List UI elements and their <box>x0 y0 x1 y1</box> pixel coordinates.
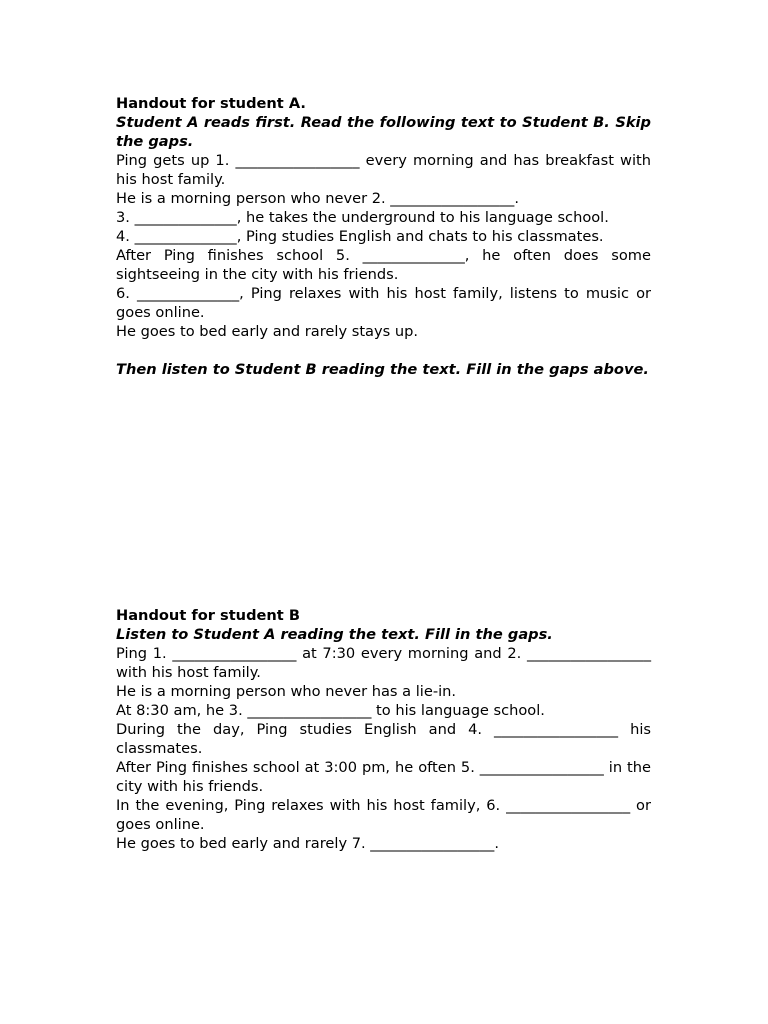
handout-a-instruction: Student A reads first. Read the following text to Student B. Skip the gaps. <box>116 114 651 150</box>
handout-a-paragraph-5: After Ping finishes school 5. ______________, he often does some sightseeing in the city with his friends. <box>116 247 651 283</box>
blank-line <box>116 341 651 360</box>
handout-b-paragraph-2: He is a morning person who never has a lie-in. <box>116 683 457 700</box>
handout-b-title: Handout for student B <box>116 607 300 624</box>
handout-a-paragraph-7: He goes to bed early and rarely stays up. <box>116 323 419 340</box>
handout-b-paragraph-4: During the day, Ping studies English and 4. _________________ his classmates. <box>116 721 651 757</box>
handout-b-paragraph-5: After Ping finishes school at 3:00 pm, he often 5. _________________ in the city with his friends. <box>116 759 651 795</box>
handout-a-closing-instruction: Then listen to Student B reading the text. Fill in the gaps above. <box>116 361 649 378</box>
handout-a-title: Handout for student A. <box>116 95 306 112</box>
handout-a-paragraph-1: Ping gets up 1. _________________ every morning and has breakfast with his host family. <box>116 152 651 188</box>
handout-a-paragraph-4: 4. ______________, Ping studies English and chats to his classmates. <box>116 228 604 245</box>
handout-b-paragraph-1: Ping 1. _________________ at 7:30 every morning and 2. _________________ with his host family. <box>116 645 651 681</box>
handout-student-a <box>116 94 651 379</box>
handout-b-instruction: Listen to Student A reading the text. Fill in the gaps. <box>116 626 553 643</box>
handout-a-paragraph-6: 6. ______________, Ping relaxes with his host family, listens to music or goes online. <box>116 285 651 321</box>
handout-a-paragraph-2: He is a morning person who never 2. _________________. <box>116 190 519 207</box>
handout-b-paragraph-3: At 8:30 am, he 3. _________________ to his language school. <box>116 702 545 719</box>
handout-b-paragraph-6: In the evening, Ping relaxes with his host family, 6. _________________ or goes online. <box>116 797 651 833</box>
handout-a-paragraph-3: 3. ______________, he takes the underground to his language school. <box>116 209 609 226</box>
handout-student-b <box>116 606 651 853</box>
handout-b-paragraph-7: He goes to bed early and rarely 7. _________________. <box>116 835 499 852</box>
